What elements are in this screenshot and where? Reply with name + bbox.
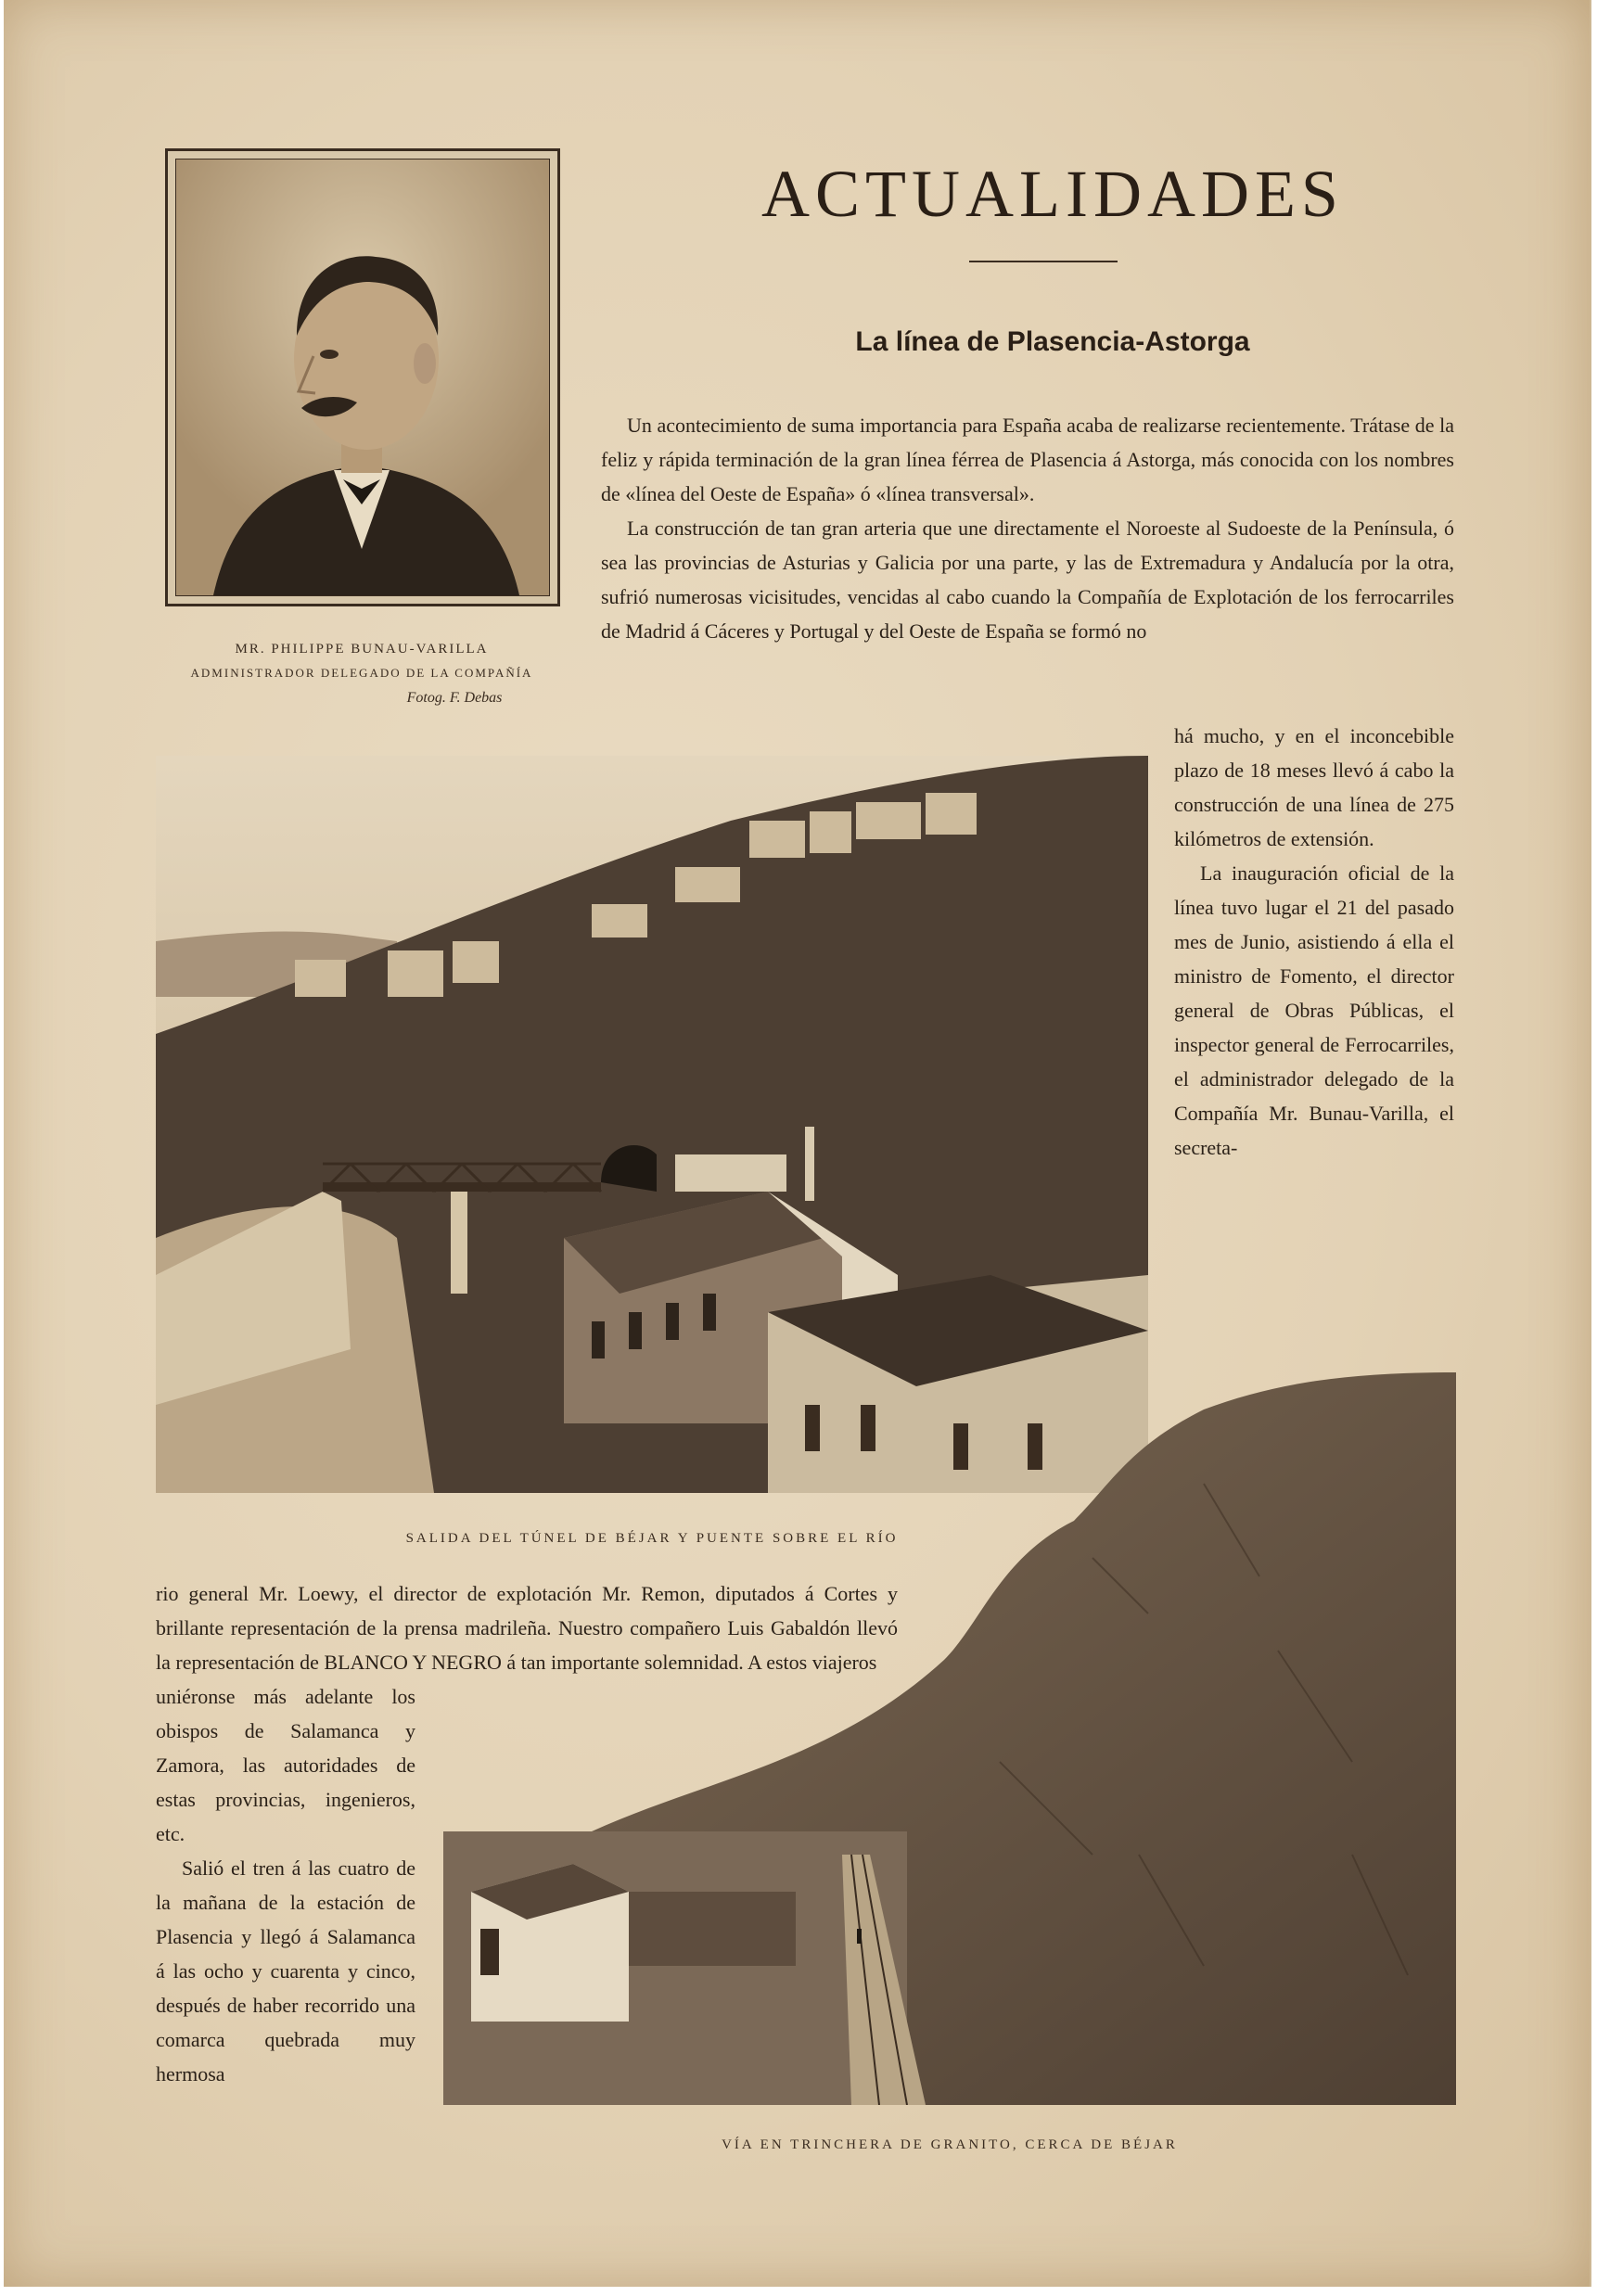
article-intro: [601, 408, 1454, 648]
portrait-illustration: [176, 159, 549, 595]
article-column-left: [156, 1679, 415, 2091]
portrait-photo: [175, 159, 550, 596]
figure-1-caption: SALIDA DEL TÚNEL DE BÉJAR Y PUENTE SOBRE EL RÍO: [405, 1531, 899, 1546]
photo-granite-cutting: [443, 1372, 1456, 2105]
portrait-caption-name: MR. PHILIPPE BUNAU-VARILLA: [235, 642, 489, 657]
paragraph-4: rio general Mr. Loewy, el director de explotación Mr. Remon, diputados á Cortes y brillante representación de la prensa madrileña. Nuestro compañero Luis Gabaldón llevó la representación de BLANCO Y NEGRO á tan importante solemnidad. A estos viajeros: [156, 1582, 898, 1674]
paragraph-5: Salió el tren á las cuatro de la mañana de la estación de Plasencia y llegó á Salamanca á las ocho y cuarenta y cinco, después de haber recorrido una comarca quebrada muy hermosa: [156, 1856, 415, 2086]
paragraph-2-start: La construcción de tan gran arteria que une directamente el Noroeste al Sudoeste de la Península, ó sea las provincias de Asturias y Galicia por una parte, y las de Extremadura y Andalucía por la otra, sufrió numerosas vicisitudes, vencidas al cabo cuando la Compañía de Explotación de los ferrocarriles de Madrid á Cáceres y Portugal y del Oeste de España se formó no: [601, 517, 1454, 643]
portrait-caption-credit: Fotog. F. Debas: [406, 690, 503, 706]
paragraph-1: Un acontecimiento de suma importancia para España acaba de realizarse recientemente. Trátase de la feliz y rápida terminación de la gran línea férrea de Plasencia á Astorga, más conocida con los nombres de «línea del Oeste de España» ó «línea transversal».: [601, 414, 1454, 505]
title-rule: [969, 261, 1118, 262]
photo-granite-cutting-image: [443, 1372, 1456, 2105]
paragraph-4-end: uniéronse más adelante los obispos de Salamanca y Zamora, las autoridades de estas provincias, ingenieros, etc.: [156, 1685, 415, 1845]
figure-2-caption: VÍA EN TRINCHERA DE GRANITO, CERCA DE BÉJAR: [722, 2137, 1178, 2152]
portrait-photo-frame: [165, 148, 560, 606]
paragraph-2-end: há mucho, y en el inconcebible plazo de 18 meses llevó á cabo la construcción de una línea de 275 kilómetros de extensión.: [1174, 724, 1454, 850]
paragraph-3: La inauguración oficial de la línea tuvo lugar el 21 del pasado mes de Junio, asistiendo á ella el ministro de Fomento, el director general de Obras Públicas, el inspector general de Ferrocarriles, el administrador delegado de la Compañía Mr. Bunau-Varilla, el secreta-: [1174, 861, 1454, 1159]
article-subtitle: La línea de Plasencia-Astorga: [855, 326, 1250, 357]
page-title: ACTUALIDADES: [761, 157, 1344, 231]
portrait-caption-role: ADMINISTRADOR DELEGADO DE LA COMPAÑÍA: [190, 666, 533, 680]
article-column-right: [1174, 719, 1454, 1165]
